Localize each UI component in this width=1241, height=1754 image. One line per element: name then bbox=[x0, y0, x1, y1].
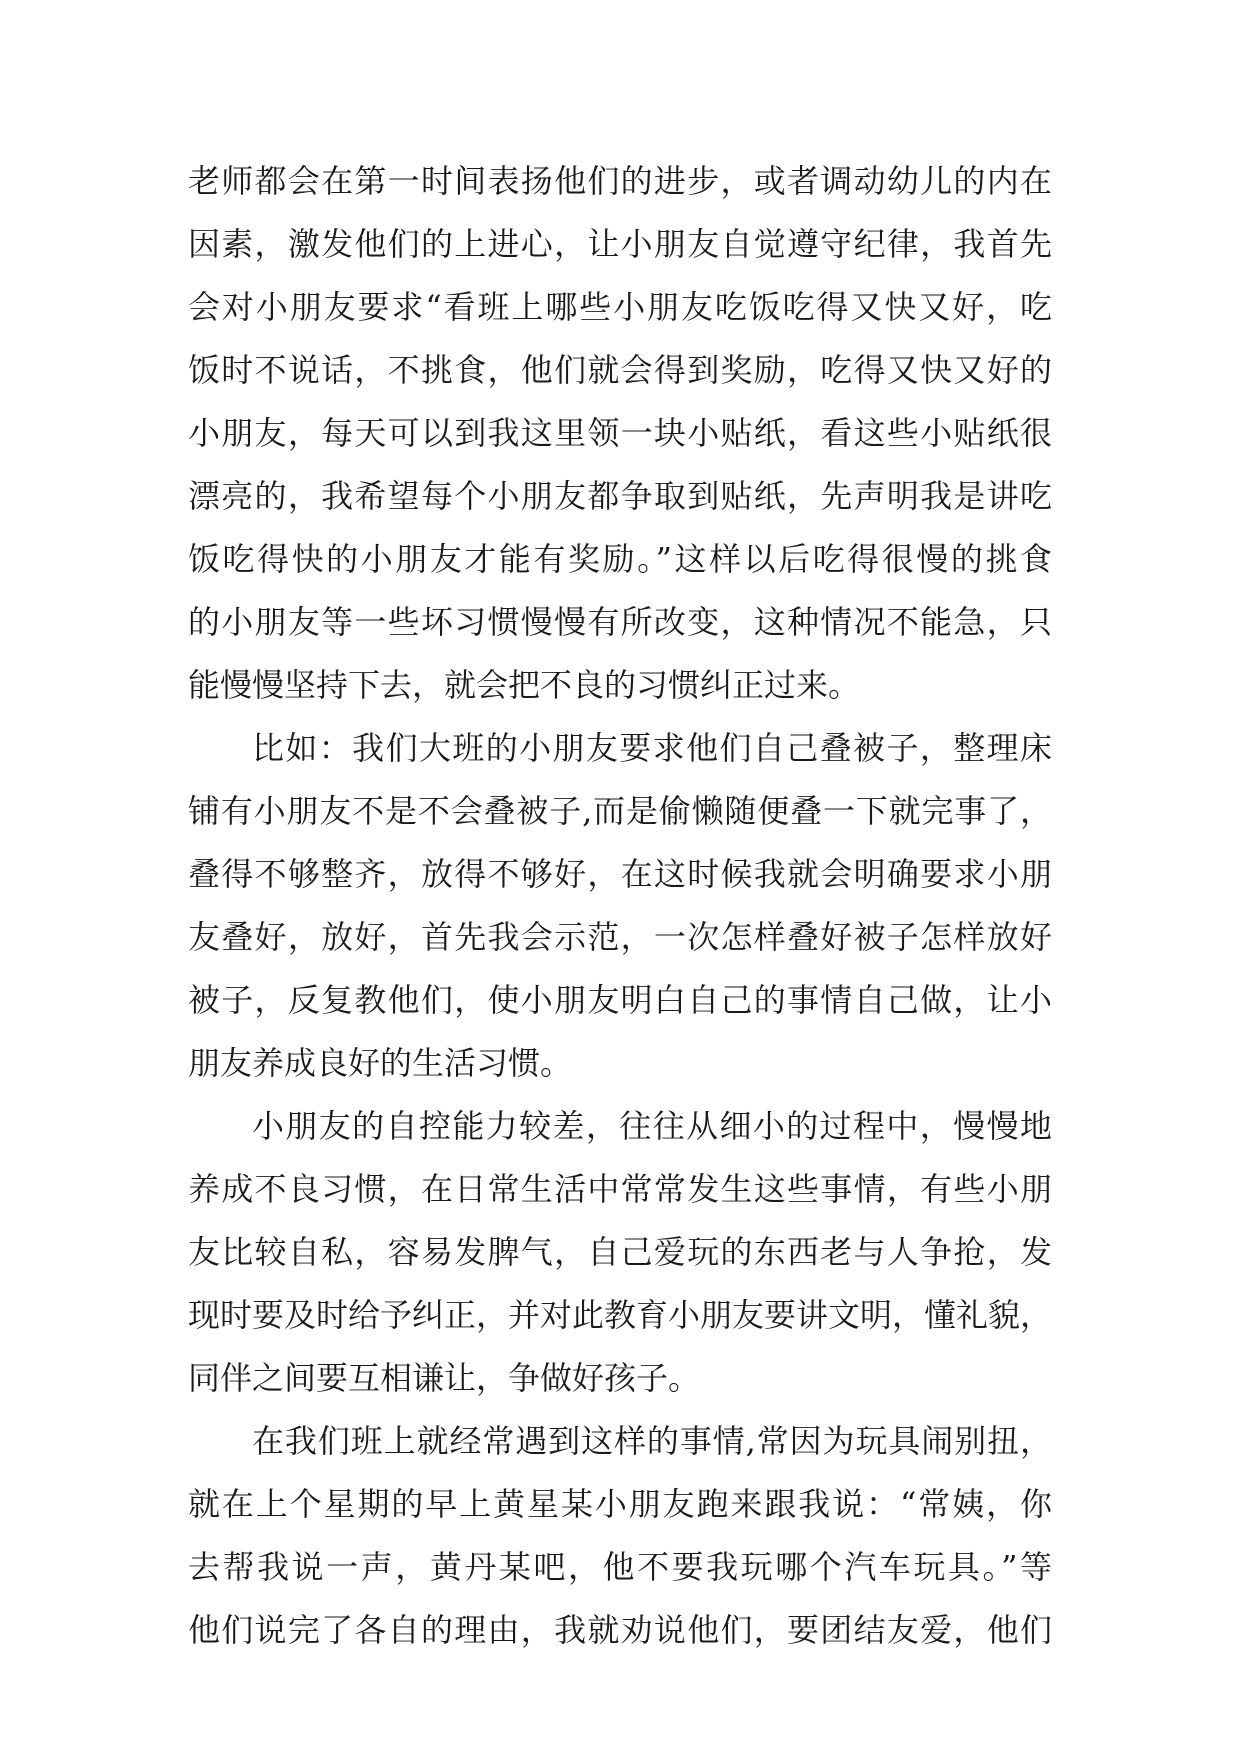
text-line: 会对小朋友要求“看班上哪些小朋友吃饭吃得又快又好，吃 bbox=[188, 288, 1052, 326]
text-line: 的小朋友等一些坏习惯慢慢有所改变，这种情况不能急，只 bbox=[188, 603, 1052, 641]
text-line: 小朋友，每天可以到我这里领一块小贴纸，看这些小贴纸很 bbox=[188, 414, 1052, 452]
text-line: 养成不良习惯，在日常生活中常常发生这些事情，有些小朋 bbox=[188, 1170, 1052, 1208]
text-line: 饭时不说话，不挑食，他们就会得到奖励，吃得又快又好的 bbox=[188, 351, 1052, 389]
text-line: 能慢慢坚持下去，就会把不良的习惯纠正过来。 bbox=[188, 666, 861, 704]
text-line: 因素，激发他们的上进心，让小朋友自觉遵守纪律，我首先 bbox=[188, 225, 1052, 263]
text-line: 同伴之间要互相谦让，争做好孩子。 bbox=[188, 1359, 701, 1397]
text-line: 饭吃得快的小朋友才能有奖励。”这样以后吃得很慢的挑食 bbox=[188, 540, 1052, 578]
text-line: 铺有小朋友不是不会叠被子,而是偷懒随便叠一下就完事了， bbox=[188, 792, 1052, 830]
text-line: 叠得不够整齐，放得不够好，在这时候我就会明确要求小朋 bbox=[188, 855, 1052, 893]
text-line: 比如：我们大班的小朋友要求他们自己叠被子，整理床 bbox=[252, 729, 1052, 767]
text-line: 现时要及时给予纠正，并对此教育小朋友要讲文明，懂礼貌， bbox=[188, 1296, 1053, 1334]
text-line: 被子，反复教他们，使小朋友明白自己的事情自己做，让小 bbox=[188, 981, 1052, 1019]
text-line: 去帮我说一声，黄丹某吧，他不要我玩哪个汽车玩具。”等 bbox=[188, 1548, 1052, 1586]
text-line: 小朋友的自控能力较差，往往从细小的过程中，慢慢地 bbox=[252, 1107, 1052, 1145]
text-line: 他们说完了各自的理由，我就劝说他们，要团结友爱，他们 bbox=[188, 1611, 1052, 1649]
text-line: 老师都会在第一时间表扬他们的进步，或者调动幼儿的内在 bbox=[188, 162, 1052, 200]
text-line: 友比较自私，容易发脾气，自己爱玩的东西老与人争抢，发 bbox=[188, 1233, 1052, 1271]
text-line: 在我们班上就经常遇到这样的事情,常因为玩具闹别扭， bbox=[252, 1422, 1052, 1460]
text-line: 漂亮的，我希望每个小朋友都争取到贴纸，先声明我是讲吃 bbox=[188, 477, 1052, 515]
document-page bbox=[188, 150, 1052, 1662]
text-line: 朋友养成良好的生活习惯。 bbox=[188, 1044, 573, 1082]
text-line: 友叠好，放好，首先我会示范，一次怎样叠好被子怎样放好 bbox=[188, 918, 1052, 956]
text-line: 就在上个星期的早上黄星某小朋友跑来跟我说：“常姨，你 bbox=[188, 1485, 1052, 1523]
